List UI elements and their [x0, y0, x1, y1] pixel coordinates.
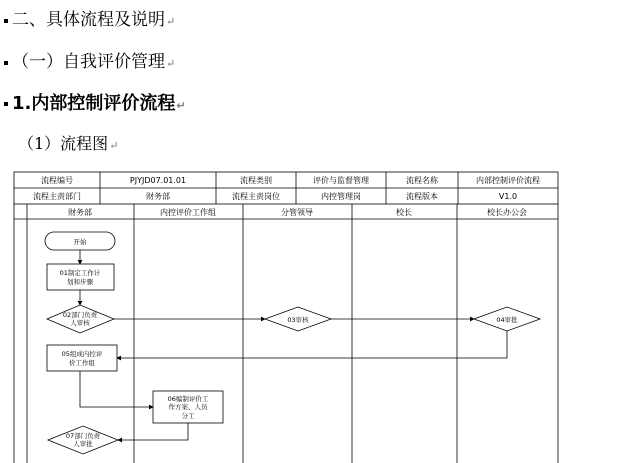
- step-05-box: [47, 345, 117, 371]
- heading-self-evaluation-text: （一）自我评价管理: [12, 52, 165, 72]
- heading-internal-control-process-text: 1.内部控制评价流程: [12, 93, 176, 114]
- arrow-04-to-05: [117, 331, 507, 358]
- table-cell: 财务部: [146, 192, 170, 201]
- step-07-label: 07部门负责: [65, 432, 101, 440]
- lane-evaluation-group: 内控评价工作组: [160, 208, 216, 217]
- table-cell: 流程名称: [406, 176, 438, 185]
- step-05-label: 价工作组: [69, 359, 95, 367]
- lane-leader: 分管领导: [281, 208, 313, 217]
- step-06-label: 作方案、人员: [168, 403, 208, 411]
- table-cell: 流程主责岗位: [232, 192, 280, 201]
- paragraph-mark-icon: ↵: [109, 139, 119, 152]
- table-cell: 内部控制评价流程: [476, 176, 540, 185]
- step-06-label: 06编制评价工: [167, 395, 209, 403]
- table-cell: 流程类别: [240, 176, 272, 185]
- table-cell: 流程版本: [406, 192, 438, 201]
- paragraph-mark-icon: ↵: [166, 15, 176, 28]
- arrow-05-to-06: [80, 371, 153, 407]
- step-01-label: 01制定工作计: [59, 269, 101, 277]
- step-01-label: 划和步骤: [67, 278, 93, 286]
- step-02-label: 人审核: [70, 319, 90, 327]
- arrow-06-to-07: [118, 423, 188, 440]
- paragraph-mark-icon: ↵: [166, 57, 176, 70]
- step-04-label: 04审批: [496, 316, 518, 324]
- step-05-label: 05组成内控评: [61, 350, 103, 358]
- lane-finance: 财务部: [68, 208, 92, 217]
- paragraph-mark-icon: ↵: [176, 99, 186, 112]
- table-cell: V1.0: [498, 192, 518, 201]
- table-cell: 评价与监督管理: [313, 176, 369, 185]
- step-01-box: [47, 264, 114, 290]
- step-02-label: 02部门负责: [62, 311, 98, 319]
- lane-president: 校长: [396, 208, 412, 217]
- table-cell: PJYJD07.01.01: [129, 176, 187, 185]
- step-03-label: 03审核: [287, 316, 309, 324]
- table-cell: 流程主责部门: [33, 192, 81, 201]
- step-06-label: 分工: [181, 412, 195, 420]
- heading-flowchart-text: （1）流程图: [18, 134, 109, 153]
- step-07-label: 人审批: [73, 440, 93, 448]
- start-node-label: 开始: [73, 238, 87, 246]
- heading-section-two-text: 二、具体流程及说明: [12, 10, 165, 30]
- table-cell: 内控管理岗: [321, 192, 361, 201]
- table-cell: 流程编号: [41, 176, 73, 185]
- lane-president-office: 校长办公会: [487, 208, 527, 217]
